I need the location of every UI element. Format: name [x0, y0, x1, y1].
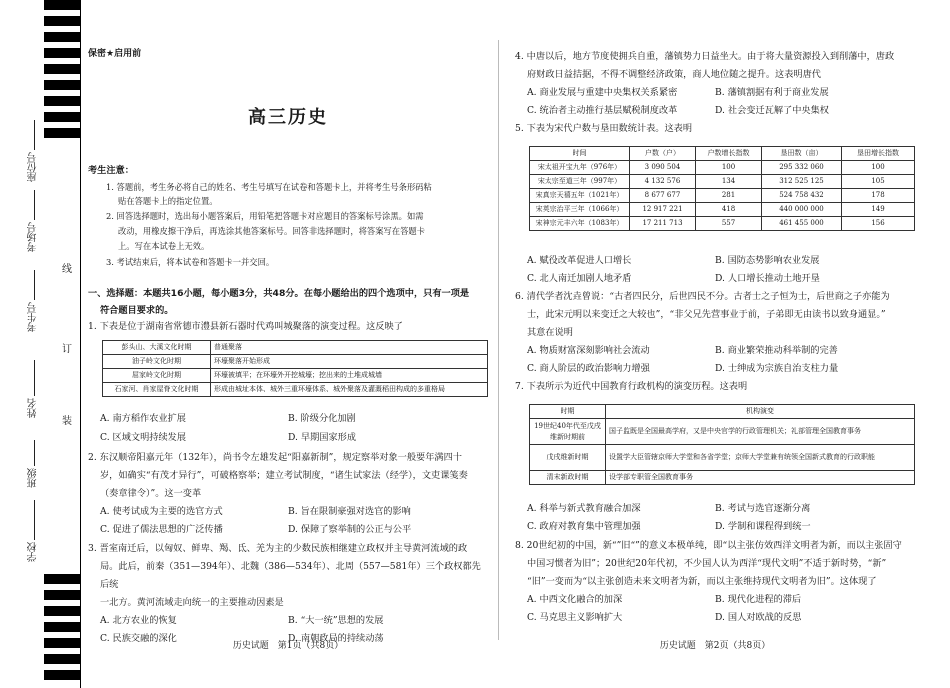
option-b[interactable]: B. 藩镇割据有利于商业发展 — [715, 86, 829, 98]
table-row — [530, 161, 915, 175]
table-row — [103, 383, 488, 397]
option-b[interactable]: B. 阶级分化加剧 — [288, 413, 356, 424]
binding-bar — [44, 16, 80, 26]
table-cell: 100 — [696, 161, 762, 175]
table-cell: 149 — [842, 203, 915, 217]
exam-page-1 — [88, 0, 488, 688]
question-1 — [88, 320, 488, 334]
question-stem-line: 中国习惯者为旧”；20世纪20年代初，不少国人认为西洋“现代文明”不适于新时势，“新” — [527, 557, 887, 569]
question-stem-line: 6. 清代学者沈垚曾说：“古者四民分，后世四民不分。古者士之子恒为士，后世商之子亦能为 — [515, 291, 890, 302]
q7-options — [515, 500, 915, 536]
table-cell: 设置学大臣管辖京师大学堂和各省学堂；京师大学堂兼有统领全国新式教育的行政职能 — [606, 445, 915, 471]
table-header: 时间 — [530, 147, 630, 161]
question-stem-line: 一北方。黄河流域走向统一的主要推动因素是 — [100, 596, 284, 608]
q5-table — [529, 146, 915, 231]
binding-field-line — [34, 360, 35, 396]
notice-item: 上。写在本试卷上无效。 — [118, 241, 210, 251]
binding-bar — [44, 48, 80, 58]
table-header: 户数（户） — [630, 147, 696, 161]
option-c[interactable]: C. 商人阶层的政治影响力增强 — [527, 362, 650, 374]
label-school: 学校 — [28, 542, 39, 562]
table-cell: 295 332 060 — [762, 161, 842, 175]
option-c[interactable]: C. 统治者主动推行基层赋税制度改革 — [527, 104, 678, 116]
table-cell: 油子岭文化时期 — [103, 355, 211, 369]
question-stem-line: 8. 20世纪初的中国，新“”旧“”的意义本极单纯，即“以主张仿效西洋文明者为新，而以主张固守 — [515, 540, 902, 551]
exam-page-2 — [515, 0, 915, 688]
label-candidate-number: 考生号 — [28, 302, 39, 332]
option-c[interactable]: C. 区域文明持续发展 — [100, 432, 187, 444]
page-divider — [498, 40, 499, 640]
option-a[interactable]: A. 使考试成为主要的选官方式 — [100, 505, 223, 517]
confidential-mark: 保密★启用前 — [88, 49, 142, 59]
table-cell: 461 455 000 — [762, 217, 842, 231]
table-cell: 戊戌维新时期 — [530, 445, 606, 471]
cut-mark-bind: 订 — [62, 344, 72, 355]
binding-bar — [44, 654, 80, 664]
question-stem-line: 局。此后，前秦（351—394年）、北魏（386—534年）、北周（557—581年）三个政权都先后统 — [100, 560, 481, 590]
question-8 — [515, 537, 915, 627]
question-stem-line: 4. 中唐以后，地方节度使拥兵自重，藩镇势力日益坐大。由于将大量资源投入到削藩中，唐政 — [515, 51, 895, 62]
table-cell: 105 — [842, 175, 915, 189]
table-cell: 形成由城址本体、城外三重环壕体系、城外聚落及灌溉稻田构成的多重格局 — [211, 383, 488, 397]
table-cell: 宋太宗至道三年（997年） — [530, 175, 630, 189]
table-row — [103, 355, 488, 369]
option-a[interactable]: A. 科举与新式教育融合加深 — [527, 503, 641, 514]
binding-bar — [44, 638, 80, 648]
table-header: 机构演变 — [606, 405, 915, 419]
binding-bar — [44, 606, 80, 616]
binding-bar — [44, 112, 80, 122]
option-a[interactable]: A. 赋役改革促进人口增长 — [527, 255, 632, 266]
binding-field-line — [34, 190, 35, 220]
table-row — [530, 471, 915, 485]
table-row — [530, 175, 915, 189]
question-2 — [88, 449, 488, 539]
question-stem-line: （奏章律令）”。这一变革 — [100, 487, 202, 499]
option-b[interactable]: B. 商业繁荣推动科举制的完善 — [715, 344, 838, 356]
table-header-row — [530, 147, 915, 161]
option-c[interactable]: C. 促进了儒法思想的广泛传播 — [100, 523, 223, 535]
table-row — [530, 217, 915, 231]
exam-title: 高三历史 — [248, 107, 328, 128]
option-b[interactable]: B. 考试与选官逐渐分离 — [715, 503, 811, 514]
question-6 — [515, 288, 915, 396]
binding-bar — [44, 128, 80, 138]
question-stem-line: 2. 东汉顺帝阳嘉元年（132年），尚书令左雄发起“阳嘉新制”，规定察举对象一般要年满四十 — [88, 452, 462, 463]
binding-bar — [44, 590, 80, 600]
binding-field-line — [34, 440, 35, 466]
table-cell: 418 — [696, 203, 762, 217]
label-class: 班级 — [28, 468, 39, 488]
table-cell: 524 758 432 — [762, 189, 842, 203]
page-footer: 历史试题 第2页（共8页） — [659, 641, 771, 651]
option-b[interactable]: B. 现代化进程的滞后 — [715, 593, 802, 605]
cut-mark-line: 线 — [62, 264, 72, 275]
section-heading-line: 一、选择题：本题共16小题，每小题3分，共48分。在每小题给出的四个选项中，只有一项是 — [88, 288, 470, 299]
notice-item: 1. 答题前，考生务必将自己的姓名、考生号填写在试卷和答题卡上，并将考生号条形码粘 — [106, 182, 432, 192]
option-b[interactable]: B. 国防态势影响农业发展 — [715, 255, 820, 266]
table-cell: 281 — [696, 189, 762, 203]
table-header: 户数增长指数 — [696, 147, 762, 161]
page-footer: 历史试题 第1页（共8页） — [232, 641, 344, 651]
question-3 — [88, 540, 488, 648]
question-stem-line: 府财政日益拮据，不得不调整经济政策，商人地位随之提升。这表明唐代 — [527, 68, 821, 80]
option-d[interactable]: D. 士绅成为宗族自治支柱力量 — [715, 362, 839, 374]
table-cell: 440 000 000 — [762, 203, 842, 217]
binding-bar — [44, 574, 80, 584]
section-heading — [88, 285, 488, 319]
table-cell: 100 — [842, 161, 915, 175]
table-cell: 宋英宗治平三年（1066年） — [530, 203, 630, 217]
table-header: 垦田增长指数 — [842, 147, 915, 161]
binding-field-line — [34, 270, 35, 300]
binding-strip — [0, 0, 80, 688]
notice-item: 3. 考试结束后，将本试卷和答题卡一并交回。 — [106, 257, 275, 267]
question-stem-line: “旧”一变而为“以主张创造未来文明者为新，而以主张维持现代文明者为旧”。这体现了 — [527, 575, 877, 587]
table-row — [530, 419, 915, 445]
table-header-row — [530, 405, 915, 419]
cut-mark-assemble: 装 — [62, 416, 72, 427]
table-cell: 设学部专职管全国教育事务 — [606, 471, 915, 485]
option-b[interactable]: B. “大一统”思想的发展 — [288, 614, 384, 626]
question-7-stem: 7. 下表所示为近代中国教育行政机构的演变历程。这表明 — [515, 380, 748, 392]
table-cell: 彭头山、大溪文化时期 — [103, 341, 211, 355]
table-cell: 178 — [842, 189, 915, 203]
table-cell: 12 917 221 — [630, 203, 696, 217]
binding-field-line — [34, 500, 35, 540]
question-stem-line: 其意在说明 — [527, 326, 573, 338]
table-cell: 134 — [696, 175, 762, 189]
binding-bar — [44, 0, 80, 10]
table-cell: 宋真宗天禧五年（1021年） — [530, 189, 630, 203]
binding-bar — [44, 670, 80, 680]
table-cell: 环壕被填平；在环壕外开挖城壕；挖出来的土堆成城墙 — [211, 369, 488, 383]
table-row — [530, 203, 915, 217]
option-d[interactable]: D. 早期国家形成 — [288, 432, 357, 444]
table-cell: 3 090 504 — [630, 161, 696, 175]
option-c[interactable]: C. 马克思主义影响扩大 — [527, 611, 623, 623]
binding-bar — [44, 622, 80, 632]
label-name: 姓名 — [28, 398, 39, 418]
table-cell: 156 — [842, 217, 915, 231]
table-row — [530, 189, 915, 203]
label-exam-room: 考场号 — [28, 222, 39, 252]
table-row — [530, 445, 915, 471]
question-stem-line: 士，此宋元明以来变迁之大较也”，“非父兄先营事业于前，子弟即无由读书以致身通显。” — [527, 308, 886, 320]
table-row — [103, 341, 488, 355]
table-cell: 国子监既是全国最高学府，又是中央官学的行政管理机关；礼部管理全国教育事务 — [606, 419, 915, 445]
option-b[interactable]: B. 旨在限制豪强对选官的影响 — [288, 505, 411, 517]
table-cell: 8 677 677 — [630, 189, 696, 203]
q7-table — [529, 404, 915, 485]
table-cell: 环壕聚落开始形成 — [211, 355, 488, 369]
option-d[interactable]: D. 学制和课程得到统一 — [715, 520, 811, 532]
option-c[interactable]: C. 北人南迁加剧人地矛盾 — [527, 272, 632, 284]
table-row — [103, 369, 488, 383]
notice-item: 2. 回答选择题时，选出每小题答案后，用铅笔把答题卡对应题目的答案标号涂黑。如需 — [106, 211, 424, 221]
table-header: 垦田数（亩） — [762, 147, 842, 161]
notice-item: 改动，用橡皮擦干净后，再选涂其他答案标号。回答非选择题时，将答案写在答题卡 — [118, 226, 425, 236]
option-d[interactable]: D. 社会变迁瓦解了中央集权 — [715, 104, 829, 116]
table-cell: 4 132 576 — [630, 175, 696, 189]
option-a[interactable]: A. 北方农业的恢复 — [100, 614, 177, 626]
table-cell: 宋神宗元丰六年（1083年） — [530, 217, 630, 231]
question-4 — [515, 48, 915, 138]
table-cell: 19世纪40年代至戊戌维新时期前 — [530, 419, 606, 445]
option-d[interactable]: D. 南朝政局的持续动荡 — [288, 632, 384, 644]
option-d[interactable]: D. 人口增长推动土地开垦 — [715, 272, 820, 284]
binding-field-line — [34, 120, 35, 150]
binding-bar — [44, 64, 80, 74]
label-seat-number: 座位号 — [28, 152, 39, 182]
table-cell: 557 — [696, 217, 762, 231]
table-header: 时期 — [530, 405, 606, 419]
question-stem-line: 3. 晋室南迁后，以匈奴、鲜卑、羯、氐、羌为主的少数民族相继建立政权并主导黄河流域的政 — [88, 543, 468, 554]
option-c[interactable]: C. 政府对教育集中管理加强 — [527, 520, 641, 532]
q1-options — [88, 412, 488, 446]
table-cell: 宋太祖开宝九年（976年） — [530, 161, 630, 175]
table-cell: 屈家岭文化时期 — [103, 369, 211, 383]
table-cell: 石家河、肖家屋脊文化时期 — [103, 383, 211, 397]
option-d[interactable]: D. 国人对欧战的反思 — [715, 611, 802, 623]
notice-title: 考生注意： — [88, 165, 134, 176]
question-5-stem: 5. 下表为宋代户数与垦田数统计表。这表明 — [515, 122, 693, 134]
table-cell: 312 525 125 — [762, 175, 842, 189]
table-cell: 17 211 713 — [630, 217, 696, 231]
binding-border — [80, 0, 81, 688]
question-stem: 1. 下表是位于湖南省常德市澧县新石器时代鸡叫城聚落的演变过程。这反映了 — [88, 321, 403, 332]
section-heading-line: 符合题目要求的。 — [100, 305, 174, 317]
question-stem-line: 岁，如确实“有茂才异行”，可破格察举；建立考试制度，“诸生试家法（经学），文吏课笺奏 — [100, 469, 468, 481]
option-a[interactable]: A. 中西文化融合的加深 — [527, 593, 623, 605]
q5-options — [515, 252, 915, 288]
option-c[interactable]: C. 民族交融的深化 — [100, 632, 177, 644]
table-cell: 清末新政时期 — [530, 471, 606, 485]
option-d[interactable]: D. 保障了察举制的公正与公平 — [288, 523, 412, 535]
table-cell: 普通聚落 — [211, 341, 488, 355]
option-a[interactable]: A. 南方稻作农业扩展 — [100, 413, 186, 424]
binding-bar — [44, 32, 80, 42]
binding-bar — [44, 80, 80, 90]
option-a[interactable]: A. 商业发展与重建中央集权关系紧密 — [527, 86, 678, 98]
q1-table — [102, 340, 488, 397]
option-a[interactable]: A. 物质财富深刻影响社会流动 — [527, 344, 650, 356]
notice-item: 贴在答题卡上的指定位置。 — [118, 196, 218, 206]
binding-bar — [44, 96, 80, 106]
